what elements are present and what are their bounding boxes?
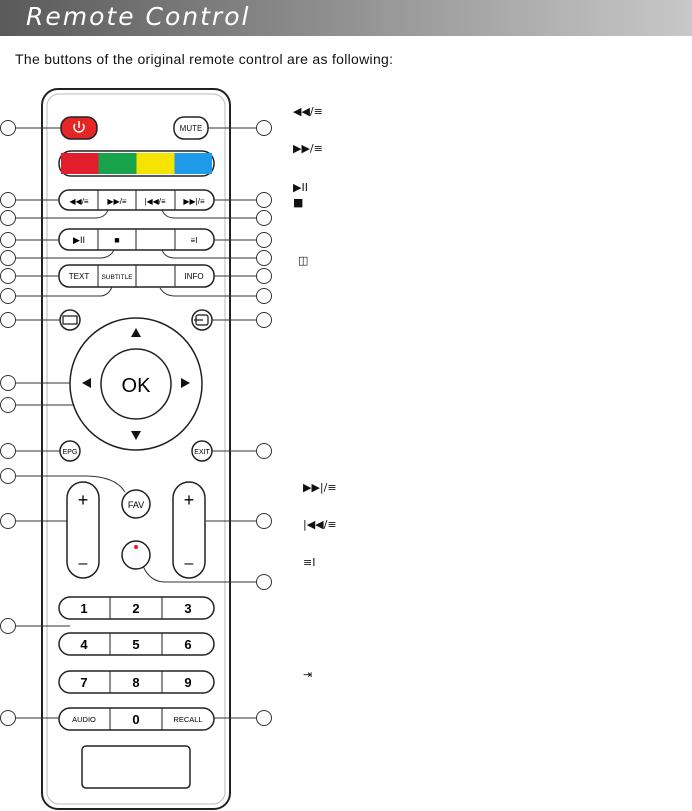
mute-label: MUTE [179,124,203,133]
ok-label: OK [121,375,151,397]
callout-circle [0,397,16,413]
color-keys [59,151,214,176]
red-key[interactable] [61,153,99,174]
text-button[interactable]: TEXT [68,272,90,281]
teletext-button[interactable]: ≡I [190,236,198,245]
digit-9-button[interactable]: 9 [184,675,192,690]
callout-circle [0,513,16,529]
digit-4-button[interactable]: 4 [80,637,88,652]
callout-circle [0,232,16,248]
callout-circle [256,513,272,529]
blue-key[interactable] [175,153,213,174]
callout-circle [256,192,272,208]
recall-button[interactable]: RECALL [173,715,203,724]
callout-circle [0,618,16,634]
subtitle-button[interactable]: SUBTITLE [101,274,133,281]
callout-circle [0,192,16,208]
callout-circle [256,443,272,459]
yellow-key[interactable] [137,153,175,174]
info-button[interactable]: INFO [184,272,204,281]
callout-circle [0,468,16,484]
callout-circle [0,268,16,284]
intro-text: The buttons of the original remote control are as following: [15,51,394,67]
callout-circle [0,710,16,726]
legend-aspect-icon: ◫ [298,254,309,267]
fav-label: FAV [127,500,145,510]
callout-circle [0,443,16,459]
legend-play-pause-icon: ▶II [293,181,308,194]
callout-circle [256,574,272,590]
legend-previous-icon: |◀◀/≡ [303,518,337,531]
digit-8-button[interactable]: 8 [132,675,140,690]
play-pause-button[interactable]: ▶II [73,235,85,245]
ir-window [82,746,190,788]
legend-stop-icon: ■ [293,196,304,209]
callout-circle [256,312,272,328]
digit-5-button[interactable]: 5 [132,637,140,652]
callout-circle [0,312,16,328]
callout-circle [0,120,16,136]
channel-up-label: + [183,490,195,510]
callout-circle [0,288,16,304]
callout-circle [0,250,16,266]
stop-button[interactable]: ■ [114,235,120,245]
callout-circle [256,232,272,248]
next-button[interactable]: ▶▶|/≡ [183,197,205,206]
digit-3-button[interactable]: 3 [184,601,192,616]
legend-teletext-icon: ≡I [303,556,316,569]
fast-forward-button[interactable]: ▶▶/≡ [107,197,127,206]
callout-circle [256,288,272,304]
callout-circle [256,268,272,284]
callout-circle [0,375,16,391]
callout-circle [256,710,272,726]
audio-button[interactable]: AUDIO [72,715,96,724]
digit-2-button[interactable]: 2 [132,601,140,616]
numpad [59,597,214,693]
digit-0-button[interactable]: 0 [132,712,140,727]
channel-down-label: – [184,555,194,572]
rewind-button[interactable]: ◀◀/≡ [69,197,89,206]
legend-next-icon: ▶▶|/≡ [303,481,337,494]
legend-rewind-icon: ◀◀/≡ [293,105,323,118]
record-icon [134,545,138,549]
digit-1-button[interactable]: 1 [80,601,88,616]
page-title: Remote Control [26,2,251,31]
digit-7-button[interactable]: 7 [80,675,88,690]
callout-circle [256,210,272,226]
epg-label: EPG [62,449,78,456]
green-key[interactable] [99,153,137,174]
legend-fast-forward-icon: ▶▶/≡ [293,142,323,155]
callout-circle [256,250,272,266]
legend-source-icon: ⇥ [303,668,313,681]
digit-6-button[interactable]: 6 [184,637,192,652]
callout-circle [256,120,272,136]
volume-down-label: – [78,555,88,572]
callout-circle [0,210,16,226]
exit-label: EXIT [194,449,210,456]
previous-button[interactable]: |◀◀/≡ [144,197,166,206]
volume-up-label: + [77,490,89,510]
